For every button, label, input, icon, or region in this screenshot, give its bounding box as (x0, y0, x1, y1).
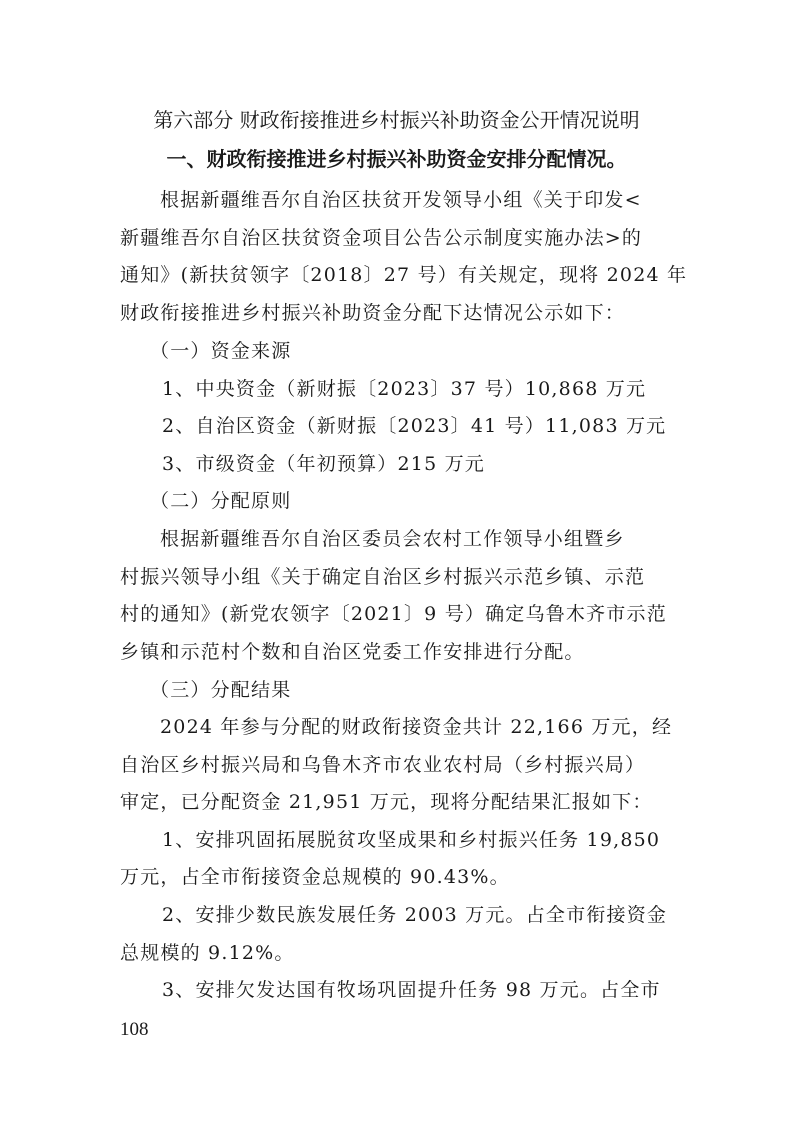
page-number: 108 (120, 1019, 149, 1040)
paragraph-line: 根据新疆维吾尔自治区扶贫开发领导小组《关于印发< (160, 189, 642, 211)
paragraph-line: 2024 年参与分配的财政衔接资金共计 22,166 万元，经 (160, 716, 673, 738)
list-item: 3、市级资金（年初预算）215 万元 (162, 453, 485, 475)
subheading-allocation-result: （三）分配结果 (150, 679, 292, 701)
list-item: 1、中央资金（新财振〔2023〕37 号）10,868 万元 (162, 378, 647, 400)
subheading-allocation-principle: （二）分配原则 (150, 490, 292, 512)
paragraph-line: 新疆维吾尔自治区扶贫资金项目公告公示制度实施办法>的 (120, 227, 643, 249)
paragraph-line: 村振兴领导小组《关于确定自治区乡村振兴示范乡镇、示范 (120, 566, 646, 588)
paragraph-line: 根据新疆维吾尔自治区委员会农村工作领导小组暨乡 (160, 528, 625, 550)
paragraph-line: 村的通知》(新党农领字〔2021〕9 号）确定乌鲁木齐市示范 (120, 603, 667, 625)
paragraph-line: 财政衔接推进乡村振兴补助资金分配下达情况公示如下： (120, 302, 626, 324)
paragraph-line: 审定，已分配资金 21,951 万元，现将分配结果汇报如下： (120, 791, 653, 813)
paragraph-line: 通知》(新扶贫领字〔2018〕27 号）有关规定，现将 2024 年 (120, 264, 688, 286)
result-item: 3、安排欠发达国有牧场巩固提升任务 98 万元。占全市 (162, 979, 661, 1001)
list-item: 2、自治区资金（新财振〔2023〕41 号）11,083 万元 (162, 415, 667, 437)
result-item: 1、安排巩固拓展脱贫攻坚成果和乡村振兴任务 19,850 (162, 829, 661, 851)
result-item: 2、安排少数民族发展任务 2003 万元。占全市衔接资金 (162, 904, 668, 926)
result-item-continuation: 万元，占全市衔接资金总规模的 90.43%。 (120, 866, 510, 888)
paragraph-line: 乡镇和示范村个数和自治区党委工作安排进行分配。 (120, 641, 585, 663)
subheading-funding-source: （一）资金来源 (150, 340, 292, 362)
paragraph-line: 自治区乡村振兴局和乌鲁木齐市农业农村局（乡村振兴局） (120, 754, 646, 776)
part-title: 第六部分 财政衔接推进乡村振兴补助资金公开情况说明 (153, 108, 640, 132)
section-title: 一、财政衔接推进乡村振兴补助资金安排分配情况。 (166, 147, 627, 171)
result-item-continuation: 总规模的 9.12%。 (120, 942, 295, 964)
